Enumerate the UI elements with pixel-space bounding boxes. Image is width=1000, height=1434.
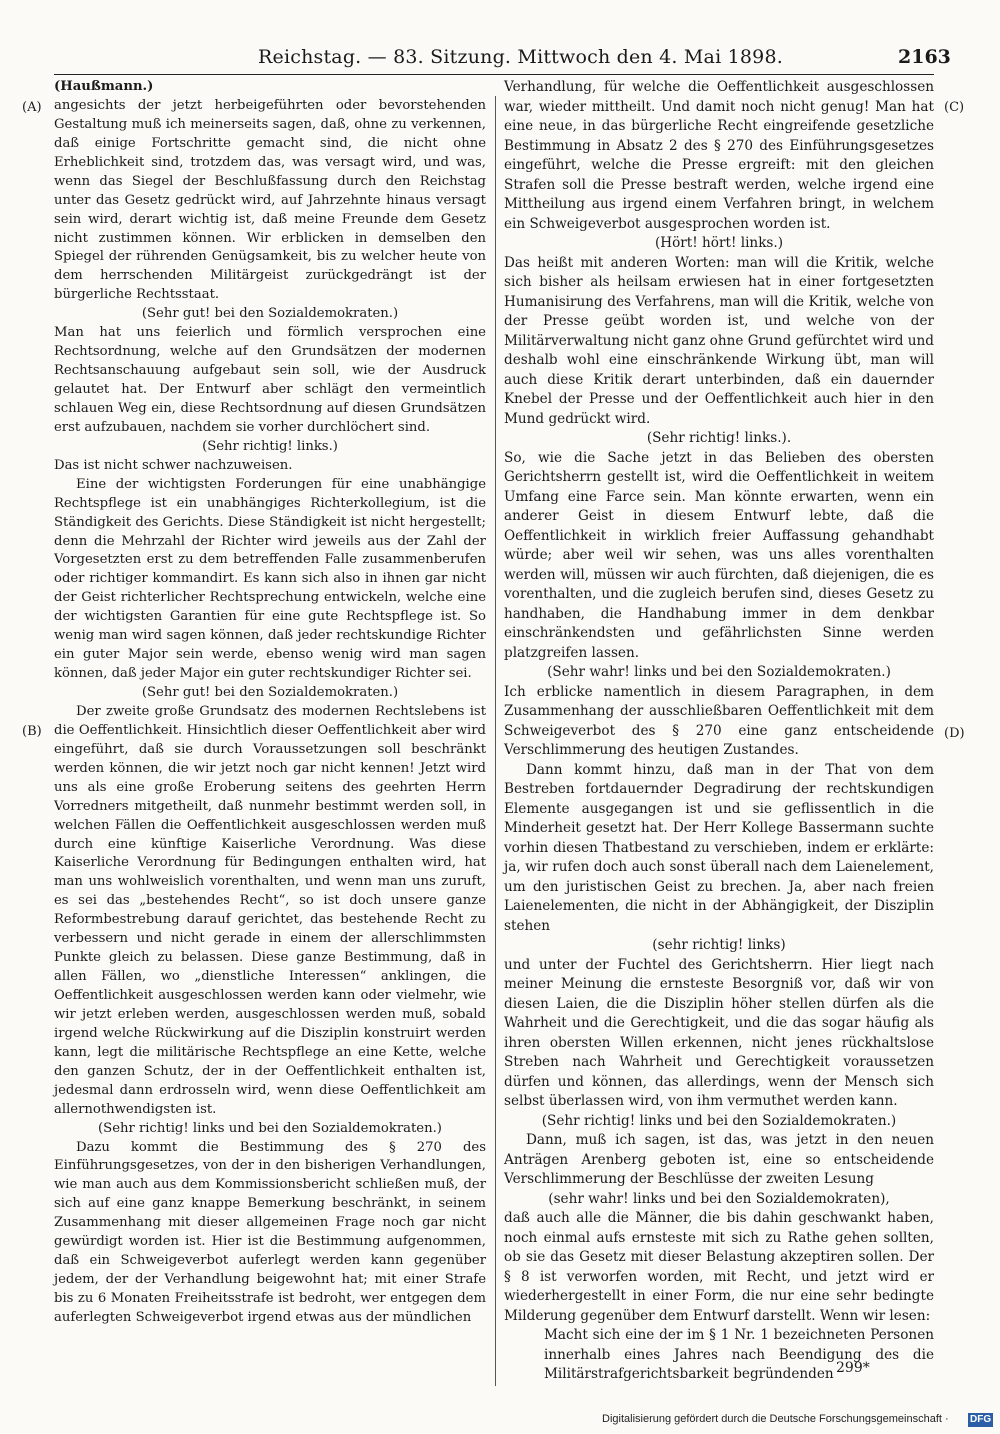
dfg-logo: DFG (970, 1414, 992, 1425)
paragraph: Ich erblicke namentlich in diesem Paragraphen, in dem Zusammenhang der ausschließbaren Oeffentlichkeit mit dem Schweigeverbot des § 270 eine ganz entscheidende Verschlimmerung des heutigen Zustandes. (504, 683, 934, 758)
paragraph: Man hat uns feierlich und förmlich versprochen eine Rechtsordnung, welche auf den Grundsätzen der modernen Rechtsanschauung aufgebaut sein soll, wie der Ausdruck gelautet hat. Der Entwurf aber schlägt den vermeintlich schlauen Weg ein, diese Rechtsordnung auf diesen Grundsätzen erst aufzubauen, nachdem sie vorher durchlöchert sind. (54, 325, 486, 435)
margin-marker-d: (D) (944, 726, 965, 741)
page-number: 2163 (898, 46, 951, 68)
margin-marker-c: (C) (944, 100, 965, 115)
interjection: (Sehr richtig! links und bei den Sozialdemokraten.) (541, 1112, 897, 1129)
interjection: (Hört! hört! links.) (654, 235, 784, 251)
interjection: (sehr wahr! links und bei den Sozialdemokraten), (548, 1190, 890, 1207)
sheet-signature: 299* (836, 1360, 870, 1376)
speaker-name: (Haußmann.) (54, 79, 154, 94)
right-column (504, 78, 934, 1385)
paragraph: angesichts der jetzt herbeigeführten oder bevorstehenden Gestaltung muß ich meinerseits sagen, daß, ohne zu verkennen, daß einige Fortschritte gemacht sind, die nicht ohne Erheblichkeit sind, trotzdem das, was versagt wird, und was, wenn das Siegel der Beschlußfassung durch den Reichstag unter das Gesetz gedrückt wird, auf Jahrzehnte hinaus versagt sein wird, derart wichtig ist, daß meine Freunde dem Gesetz nicht zustimmen können. Wir erblicken in demselben den Spiegel der rührenden Genügsamkeit, bis zu welcher heute von dem herrschenden Militärgeist zurückgedrängt ist der bürgerliche Rechtsstaat. (54, 97, 486, 303)
interjection: (Sehr wahr! links und bei den Sozialdemokraten.) (547, 664, 891, 680)
paragraph: Das heißt mit anderen Worten: man will die Kritik, welche sich bisher als heilsam erwiesen hat in einer fortgesetzten Humanisirung des Verfahrens, man will die Kritik, welche von der Presse geübt worden ist, und welche von der Militärverwaltung nicht ganz ohne Grund gefürchtet wird und deshalb wohl eine einschränkende Wirkung übt, man will auch diese Kritik derart unterbinden, daß ein dauernder Knebel der Presse und der Oeffentlichkeit auch hier in den Mund gedrückt wird. (504, 254, 934, 427)
interjection: (sehr richtig! links) (652, 937, 786, 953)
paragraph: Das ist nicht schwer nachzuweisen. (54, 457, 293, 473)
paragraph: Dazu kommt die Bestimmung des § 270 des Einführungsgesetzes, von der in den bisherigen Verhandlungen, wie man auch aus dem Kommissionsbericht schließen muß, der sich auf eine ganz knappe Bemerkung beschränkt, in seinem Zusammenhang mit dieser allgemeinen Frage noch gar nicht gewürdigt worden ist. Hier ist die Bestimmung aufgenommen, daß ein Schweigeverbot auferlegt werden kann gegenüber jedem, der der Verhandlung beigewohnt hat; mit einer Strafe bis zu 6 Monaten Freiheitsstrafe ist bedroht, wer entgegen dem auferlegten Schweigeverbot irgend etwas aus der mündlichen (54, 1139, 486, 1325)
page-header (0, 46, 1000, 72)
margin-marker-b: (B) (22, 724, 42, 739)
left-column (54, 78, 486, 1328)
running-title: Reichstag. — 83. Sitzung. Mittwoch den 4. Mai 1898. (258, 46, 783, 68)
footer-text: Digitalisierung gefördert durch die Deutsche Forschungsgemeinschaft · (602, 1413, 949, 1425)
interjection: (Sehr richtig! links.) (202, 438, 338, 454)
paragraph: Macht sich eine der im § 1 Nr. 1 bezeichneten Personen innerhalb eines Jahres nach Beendigung des die Militärstrafgerichtsbarkeit begründenden (544, 1327, 934, 1382)
interjection: (Sehr richtig! links.). (646, 430, 792, 446)
interjection: (Sehr gut! bei den Sozialdemokraten.) (141, 306, 399, 322)
paragraph: Verhandlung, für welche die Oeffentlichkeit ausgeschlossen war, wieder mittheilt. Und damit noch nicht genug! Man hat eine neue, in das bürgerliche Recht eingreifende gesetzliche Bestimmung in Absatz 2 des § 270 des Einführungsgesetzes eingeführt, welche die Presse ergreift: mit den gleichen Strafen soll die Presse bestraft werden, welche irgend eine Mittheilung aus irgend einem Verfahren bringt, in welchem ein Schweigeverbot ausgesprochen worden ist. (504, 79, 934, 232)
paragraph: und unter der Fuchtel des Gerichtsherrn. Hier liegt nach meiner Meinung die ernsteste Besorgniß vor, daß wir von diesen Laien, die die Disziplin höher stellen dürfen als die Wahrheit und die Gerechtigkeit, und die das sogar häufig als ihren obersten Willen erkennen, nicht jenes rückhaltslose Streben nach Wahrheit und Gerechtigkeit voraussetzen dürfen und können, das allerdings, wenn der Mensch sich selbst überlassen wird, von ihm vermuthet werden kann. (504, 956, 934, 1109)
paragraph: Dann kommt hinzu, daß man in der That von dem Bestreben fortdauernder Degradirung der rechtskundigen Elemente ausgegangen ist und sie geflissentlich in die Minderheit gesetzt hat. Der Herr Kollege Bassermann suchte vorhin diesen Thatbestand zu verschieben, indem er erklärte: ja, wir rufen doch auch sonst überall nach dem Laienelement, um den juristischen Geist zu brechen. Ja, aber nach freien Laienelementen, die nicht in der Abhängigkeit, der Disziplin stehen (504, 761, 934, 934)
paragraph: daß auch alle die Männer, die bis dahin geschwankt haben, noch einmal aufs ernsteste mit sich zu Rathe gehen sollten, ob sie das Gesetz mit dieser Belastung akzeptiren sollen. Der § 8 ist verworfen worden, mit Recht, und jetzt wird er wiederhergestellt in einer Form, die nur eine sehr bedingte Milderung gegenüber dem Entwurf darstellt. Wenn wir lesen: (504, 1210, 934, 1324)
paragraph: Dann, muß ich sagen, ist das, was jetzt in den neuen Anträgen Arenberg geboten ist, eine so entscheidende Verschlimmerung der Beschlüsse der zweiten Lesung (504, 1132, 934, 1187)
paragraph: So, wie die Sache jetzt in das Belieben des obersten Gerichtsherrn gestellt ist, wird die Oeffentlichkeit in weitem Umfang eine Farce sein. Man könnte erwarten, wenn ein anderer Geist in diesem Entwurf lebte, daß die Oeffentlichkeit in wirklich freier Auffassung gehandhabt würde; aber weil wir sehen, was uns alles vorenthalten werden will, müssen wir auch fürchten, daß diejenigen, die es vorenthalten, und die zugleich berufen sind, dieses Gesetz zu handhaben, die Handhabung immer in dem denkbar einschränkendsten und gefährlichsten Sinne werden platzgreifen lassen. (504, 449, 934, 661)
paragraph: Der zweite große Grundsatz des modernen Rechtslebens ist die Oeffentlichkeit. Hinsichtlich dieser Oeffentlichkeit aber wird eingeführt, daß sie durch Voraussetzungen soll beschränkt werden können, die wir jetzt noch gar nicht kennen! Jetzt wird uns als eine große Eroberung seitens des geehrten Herrn Vorredners mitgetheilt, daß nunmehr bestimmt werden soll, in welchen Fällen die Oeffentlichkeit ausgeschlossen werden muß durch eine künftige Kaiserliche Verordnung. Was diese Kaiserliche Verordnung für Bedingungen enthalten wird, hat man uns wohlweislich vorenthalten, und wenn man uns zuruft, es sei das „bestehendes Recht“, so ist doch unsere ganze Reformbestrebung darauf gerichtet, das bestehende Recht zu verbessern und nicht gerade in einem der allerschlimmsten Punkte gleich zu belassen. Diese ganze Bestimmung, daß in allen Fällen, wo „dienstliche Interessen“ anklingen, die Oeffentlichkeit ausgeschlossen werden kann oder vielmehr, wie wir jetzt erleben werden, ausgeschlossen werden muß, sobald irgend welche Rückwirkung auf die Disziplin konstruirt werden kann, legt die militärische Rechtspflege an eine Kette, welche den ganzen Schutz, der in der Oeffentlichkeit enthalten ist, jedesmal dann erdrosseln wird, wenn diese Oeffentlichkeit am allernothwendigsten ist. (54, 703, 486, 1117)
paragraph: Eine der wichtigsten Forderungen für eine unabhängige Rechtspflege ist ein unabhängiges Richterkollegium, ist die Ständigkeit des Gerichts. Diese Ständigkeit ist nicht hergestellt; denn die Mehrzahl der Richter wird jeweils aus der Zahl der Vorgesetzten erst zu dem betreffenden Falle zusammenberufen oder richtiger kommandirt. Es kann sich also in ihnen gar nicht der Geist richterlicher Rechtsprechung entwickeln, welche eine der wichtigsten Garantien für eine gute Rechtspflege ist. So wenig man wird sagen können, daß jeder rechtskundige Richter ein guter Major sein werde, ebenso wenig wird man sagen können, daß jeder Major ein guter rechtskundiger Richter sei. (54, 476, 486, 682)
interjection: (Sehr richtig! links und bei den Sozialdemokraten.) (98, 1120, 442, 1136)
column-divider (495, 96, 496, 1386)
margin-marker-a: (A) (22, 100, 42, 115)
interjection: (Sehr gut! bei den Sozialdemokraten.) (141, 685, 399, 700)
header-rule (54, 74, 934, 75)
